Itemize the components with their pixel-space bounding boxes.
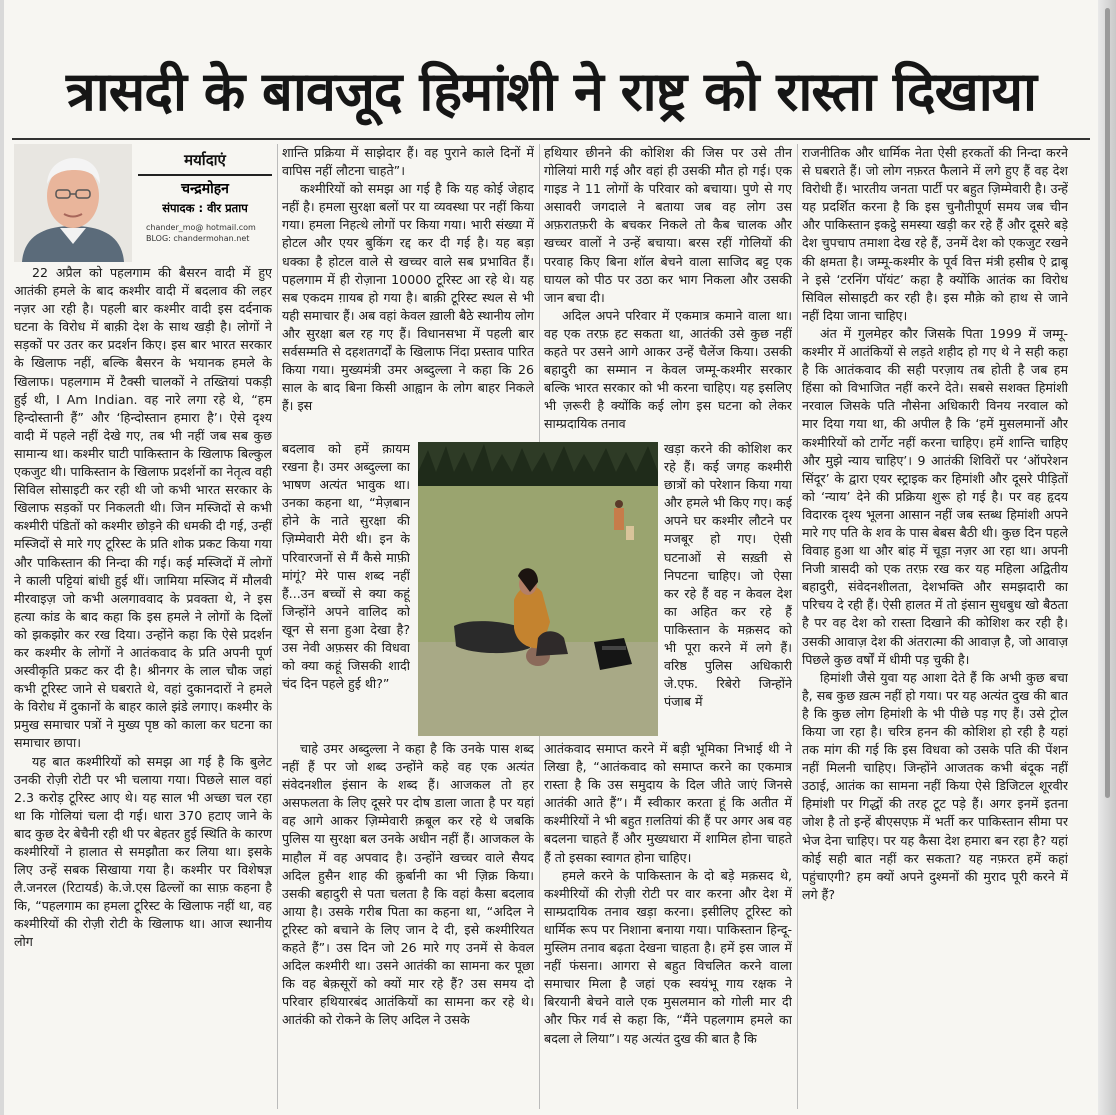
article-column-2-bottom: [282, 740, 534, 1112]
author-role: संपादक : वीर प्रताप: [162, 201, 248, 215]
column-byline: [14, 144, 272, 262]
article-column-3-wrap: [664, 440, 792, 736]
paragraph: हथियार छीनने की कोशिश की जिस पर उसे तीन गोलियां मारी गई और वहां ही उसकी मौत हो गई। एक गाइड ने 11 लोगों के परिवार को बचाया। पुणे से गए असावरी जगदाले ने बताया जब वह लोग उस अफ़रातफ़री के बचकर निकले तो कैब चालक और खच्चर वालों ने उन्हें बचाया। बरस रहीं गोलियों की परवाह किए बिना शॉल बेचने वाला साजिद बट्ट एक घायल को पीठ पर उठा कर भाग निकला और उसकी जान बचा दी।: [544, 145, 792, 305]
paragraph: हमले करने के पाकिस्तान के दो बड़े मक़सद थे, कश्मीरियों की रोज़ी रोटी पर वार करना और देश में साम्प्रदायिक तनाव खड़ा करना। इसीलिए टूरिस्ट को धार्मिक रूप पर निशाना बनाया गया। पाकिस्तान हिन्दू-मुस्लिम तनाव बढ़ता देखना चाहता है। हमें इस जाल में नहीं फंसना। आगरा से बहुत विचलित करने वाला समाचार मिला है जहां एक स्वयंभू गाय रक्षक ने बिरयानी बेचने वाले एक मुसलमान को गोली मार दी और फिर गर्व से कहा कि, “मैंने पहलगाम हमले का बदला ले लिया”। यह अत्यंत दुख की बात है कि: [544, 867, 792, 1046]
column-divider: [277, 144, 278, 1109]
author-email: chander_mo@ hotmail.com: [146, 223, 256, 232]
column-series-title: मर्यादाएं: [184, 151, 226, 169]
paragraph: यह बात कश्मीरियों को समझ आ गई है कि बुलेट उनकी रोज़ी रोटी पर भी चलाया गया। पिछले साल वहां 2.3 करोड़ टूरिस्ट आए थे। यह साल भी अच्छा चल रहा था कि गोलियां चला दी गई। धारा 370 हटाए जाने के बाद कुछ देर बेचैनी रही थी पर बेहतर हुई स्थिति के कारण कश्मीरियों ने हालात से समझौता कर लिया था। इसके लिए उन्हें सबक सिखाया गया है। कश्मीर पर विशेषज्ञ लै.जनरल (रिटायर्ड) के.जे.एस ढिल्लों का साफ़ कहना है कि, “पहलगाम का हमला टूरिस्ट के खिलाफ नहीं था, वह कश्मीरियों की रोज़ी रोटी के खिलाफ था। आज स्थानीय लोग: [14, 753, 272, 950]
article-column-1: [14, 264, 272, 1115]
paragraph: राजनीतिक और धार्मिक नेता ऐसी हरकतों की निन्दा करने से घबराते हैं। जो लोग नफ़रत फैलाने में लगे हुए हैं वह देश विरोधी हैं। भारतीय जनता पार्टी पर बहुत ज़िम्मेवारी है। उन्हें यह प्रदर्शित करना है कि इस चुनौतीपूर्ण समय जब चीन और पाकिस्तान इकट्ठे समस्या खड़ी कर रहे हैं और दूसरे बड़े देश चुपचाप तमाशा देख रहे हैं, उनमें देश को एकजुट रखने की क्षमता है। जम्मू-कश्मीर के पूर्व वित्त मंत्री हसीब ऐ द्राबू ने इसे ‘टरनिंग पॉयंट’ कहा है क्योंकि आतंक का विरोध सिविल सोसाइटी कर रही है। इस मौक़े को हाथ से जाने नहीं दिया जाना चाहिए।: [802, 145, 1068, 323]
article-column-3-bottom: [544, 740, 792, 1112]
article-column-4: [802, 144, 1068, 1112]
column-divider: [797, 144, 798, 1109]
article-column-3: [544, 144, 792, 438]
paragraph: बदलाव को हमें क़ायम रखना है। उमर अब्दुल्ला का भाषण अत्यंत भावुक था। उनका कहना था, “मेज़बान होने के नाते सुरक्षा की ज़िम्मेवारी मेरी थी। इन के परिवारजनों से मैं कैसे माफ़ी मांगूं? मेरे पास शब्द नहीं हैं...उन बच्चों से क्या कहूं जिन्होंने अपने वालिद को खून से सना हुआ देखा है? उस नेवी अफ़सर की विधवा को क्या कहूं जिसकी शादी चंद दिन पहले हुई थी?”: [282, 441, 410, 692]
article-column-2: [282, 144, 534, 438]
author-name: चन्द्रमोहन: [181, 181, 229, 197]
article-column-2-wrap: [282, 440, 410, 736]
paragraph: अंत में गुलमेहर कौर जिसके पिता 1999 में जम्मू-कश्मीर में आतंकियों से लड़ते शहीद हो गए थे ने सही कहा है कि आतंकवाद की सही परज़ाय तब होती है जब हम हिंसा को विभाजित नहीं करने देते। सबसे सशक्त हिमांशी नरवाल जिसके पति नौसेना अधिकारी विनय नरवाल को मार दिया गया था, की अपील है कि ‘हमें मुसलमानों और कश्मीरियों को टार्गेट नहीं करना चाहिए। हमें शान्ति चाहिए और मुझे न्याय चाहिए’। 9 आतंकी शिविरों पर ‘ऑपरेशन सिंदूर’ के द्वारा एयर स्ट्राइक कर हिमांशी और दूसरे पीड़ितों को ‘न्याय’ देने की प्रक्रिया शुरू हो गई है। पर वह हृदय विदारक दृश्य भूलना आसान नहीं जब स्तब्ध हिमांशी अपने मारे गए पति के शव के पास बेबस बैठी थी। कुछ दिन पहले विवाह हुआ था और बांह में चूड़ा नज़र आ रहा था। अपनी निजी त्रासदी को एक तरफ़ रख कर यह महिला अद्वितीय बहादुरी, संवेदनशीलता, देशभक्ति और समझदारी का परिचय दे रही हैं। ऐसी हालत में तो इंसान सुधबुध खो बैठता है पर वह देश को रास्ता दिखाने की कोशिश कर रही है। उसकी आवाज़ देश की अंतरात्मा की आवाज़ है, जो आवाज़ पिछले कुछ वर्षों में धीमी पड़ चुकी है।: [802, 325, 1068, 667]
byline-rule: [138, 174, 272, 176]
newspaper-page: [4, 0, 1098, 1115]
headline-rule: [12, 138, 1090, 140]
author-blog: BLOG: chandermohan.net: [146, 234, 250, 243]
author-portrait: [14, 144, 132, 262]
paragraph: चाहे उमर अब्दुल्ला ने कहा है कि उनके पास शब्द नहीं हैं पर जो शब्द उन्होंने कहे वह एक अत्यंत संवेदनशील इंसान के शब्द हैं। आजकल तो हर असफलता के लिए दूसरे पर दोष डाला जाता है पर यहां वह आगे आकर ज़िम्मेवारी क़बूल कर रहे थे जबकि पुलिस या सुरक्षा बल उनके अधीन नहीं हैं। आजकल के माहौल में वह अपवाद है। उन्होंने खच्चर वाले सैयद अदिल हुसैन शाह की क़ुर्बानी का भी ज़िक्र किया। उसकी बहादुरी से पता चलता है कि वहां कैसा बदलाव आया है। उसके गरीब पिता का कहना था, “अदिल ने टूरिस्ट को बचाने के लिए जान दे दी, इसे कश्मीरियत कहते हैं”। उस दिन जो 26 मारे गए उनमें से केवल अदिल कश्मीरी था। उसने आतंकी का सामना कर पूछा कि वह बेक़सूरों को क्यों मार रहे हैं? उस समय दो परिवार हथियारबंद आतंकियों का सामना कर रहे थे। आतंकी को रोकने के लिए अदिल ने उसके: [282, 741, 534, 1028]
paragraph: अदिल अपने परिवार में एकमात्र कमाने वाला था। वह एक तरफ़ हट सकता था, आतंकी उसे कुछ नहीं कहते पर उसने आगे आकर उन्हें चैलेंज किया। उसकी बहादुरी का सम्मान न केवल जम्मू-कश्मीर सरकार बल्कि भारत सरकार को भी करना चाहिए। यह इसलिए भी ज़रूरी है क्योंकि कई लोग इस घटना को लेकर साम्प्रदायिक तनाव: [544, 307, 792, 432]
paragraph: आतंकवाद समाप्त करने में बड़ी भूमिका निभाई थी ने लिखा है, “आतंकवाद को समाप्त करने का एकमात्र रास्ता है कि उस समुदाय के दिल जीते जाएं जिनसे आतंकी आते हैं”। मैं स्वीकार करता हूं कि अतीत में कश्मीरियों ने भी बहुत ग़लतियां की हैं पर अगर अब वह बदलना चाहते हैं और मुख्यधारा में शामिल होना चाहते हैं तो इसका स्वागत होना चाहिए।: [544, 741, 792, 865]
paragraph: शान्ति प्रक्रिया में साझेदार हैं। वह पुराने काले दिनों में वापिस नहीं लौटना चाहते”।: [282, 145, 534, 179]
news-photo: [418, 442, 658, 736]
paragraph: हिमांशी जैसे युवा यह आशा देते हैं कि अभी कुछ बचा है, सब कुछ ख़त्म नहीं हो गया। पर यह अत्यंत दुख की बात है कि कुछ लोग हिमांशी के भी पीछे पड़ गए हैं। उसे ट्रोल किया जा रहा है। चरित्र हनन की कोशिश हो रही है यहां तक मांग की गई कि इस विधवा को उसके पति की पेंशन नहीं मिलनी चाहिए। जिन्होंने आजतक कभी बंदूक नहीं उठाई, आतंक का सामना नहीं किया ऐसे डिजिटल शूरवीर हिमांशी पर गिद्धों की तरह टूट पड़े हैं। अगर इनमें इतना जोश है तो इन्हें बीएसएफ़ में भर्ती कर पाकिस्तान सीमा पर भेज देना चाहिए। पर यह कैसा देश हमारा बन रहा है? यहां कोई सही बात नहीं कर सकता? यह नफ़रत हमें कहां पहुंचाएगी? हम क्यों अपने दुश्मनों की मुराद पूरी करने में लगे हैं?: [802, 669, 1068, 902]
headline: त्रासदी के बावजूद हिमांशी ने राष्ट्र को रास्ता दिखाया: [65, 60, 1037, 123]
paragraph: खड़ा करने की कोशिश कर रहे हैं। कई जगह कश्मीरी छात्रों को परेशान किया गया और हमले भी किए गए। कई अपने घर कश्मीर लौटने पर मजबूर हो गए। ऐसी घटनाओं से सख़्ती से निपटना चाहिए। जो ऐसा कर रहे हैं वह न केवल देश का अहित कर रहे हैं पाकिस्तान के मक़सद को भी पूरा करने में लगे हैं। वरिष्ठ पुलिस अधिकारी जे.एफ. रिबेरो जिन्होंने पंजाब में: [664, 441, 792, 710]
scrollbar[interactable]: [1105, 8, 1110, 798]
paragraph: 22 अप्रैल को पहलगाम की बैसरन वादी में हुए आतंकी हमले के बाद कश्मीर वादी में बदलाव की लहर नज़र आ रही है। पहली बार कश्मीर वादी इस दर्दनाक घटना के विरोध में बाक़ी देश के साथ खड़ी है। लोगों ने सड़कों पर उतर कर प्रदर्शन किए। इस बार भारत सरकार के खिलाफ नहीं, बल्कि बैसरन के भयानक हमले के खिलाफ। पहलगाम में टैक्सी चालकों ने तख्तियां पकड़ी हुई थी, I Am Indian. वह नारे लगा रहे थे, “हम हिन्दोस्तानी हैं” और ‘हिन्दोस्तान हमारा है’। ऐसे दृश्य वादी में पहले नहीं देखे गए, तब भी नहीं जब सब कुछ सामान्य था। कश्मीर घाटी पाकिस्तान के खिलाफ बिल्कुल एकजुट थी। पाकिस्तान के खिलाफ प्रदर्शनों का नेतृत्व वही सिविल सोसाइटी कर रही थी जो कभी भारत सरकार के खिलाफ सड़कों पर निकलती थी। जिन मस्जिदों से कभी कश्मीरी पंडितों को कश्मीर छोड़ने की धमकी दी गई, उन्हीं मस्जिदों से मारे गए टूरिस्ट के प्रति शोक प्रकट किया गया और पाकिस्तान की निन्दा की गई। कई मस्जिदों में लोगों ने काली पट्टियां बांधी हुई थीं। जामिया मस्जिद में मौलवी मीरवाइज़ जो कभी अलगाववाद के प्रवक्ता थे, ने इस हत्या कांड के बाद कहा कि इस हमले ने लोगों के दिलों को झकझोर कर रख दिया। उन्होंने कहा कि ऐसे प्रदर्शन कर कश्मीर के लोगों ने आतंकवाद के प्रति अपनी पूर्ण अस्वीकृति प्रकट कर दी है। श्रीनगर के लाल चौक जहां कभी टूरिस्ट जाने से घबराते थे, वहां दुकानदारों ने हमले के विरोध में दुकानों के बाहर काले झंडे लगाए। कश्मीर के प्रमुख समाचार पत्रों ने मुख्य पृष्ठ को काला कर घटना का समाचार छापा।: [14, 265, 272, 751]
author-contact: [146, 222, 272, 244]
paragraph: कश्मीरियों को समझ आ गई है कि यह कोई जेहाद नहीं है। हमला सुरक्षा बलों पर या व्यवस्था पर नहीं किया गया। हमला निहत्थे लोगों पर किया गया। भारी संख्या में होटल और एयर बुकिंग रद्द कर दी गई है। यह बड़ा धक्का है होटल वाले से खच्चर वाले सब प्रभावित हैं। पहलगाम में ही रोज़ाना 10000 टूरिस्ट आ रहे थे। यह सब एकदम ग़ायब हो गया है। बाक़ी टूरिस्ट स्थल से भी यही समाचार हैं। अब वहां केवल ख़ाली बैठे स्थानीय लोग और सुरक्षा बल रह गए हैं। विधानसभा में पहली बार सर्वसम्मति से दहशतगर्दों के खिलाफ निंदा प्रस्ताव पारित किया गया। मुख्यमंत्री उमर अब्दुल्ला ने कहा कि 26 साल के बाद बिना किसी आह्वान के लोग बाहर निकले हैं। इस: [282, 181, 534, 414]
